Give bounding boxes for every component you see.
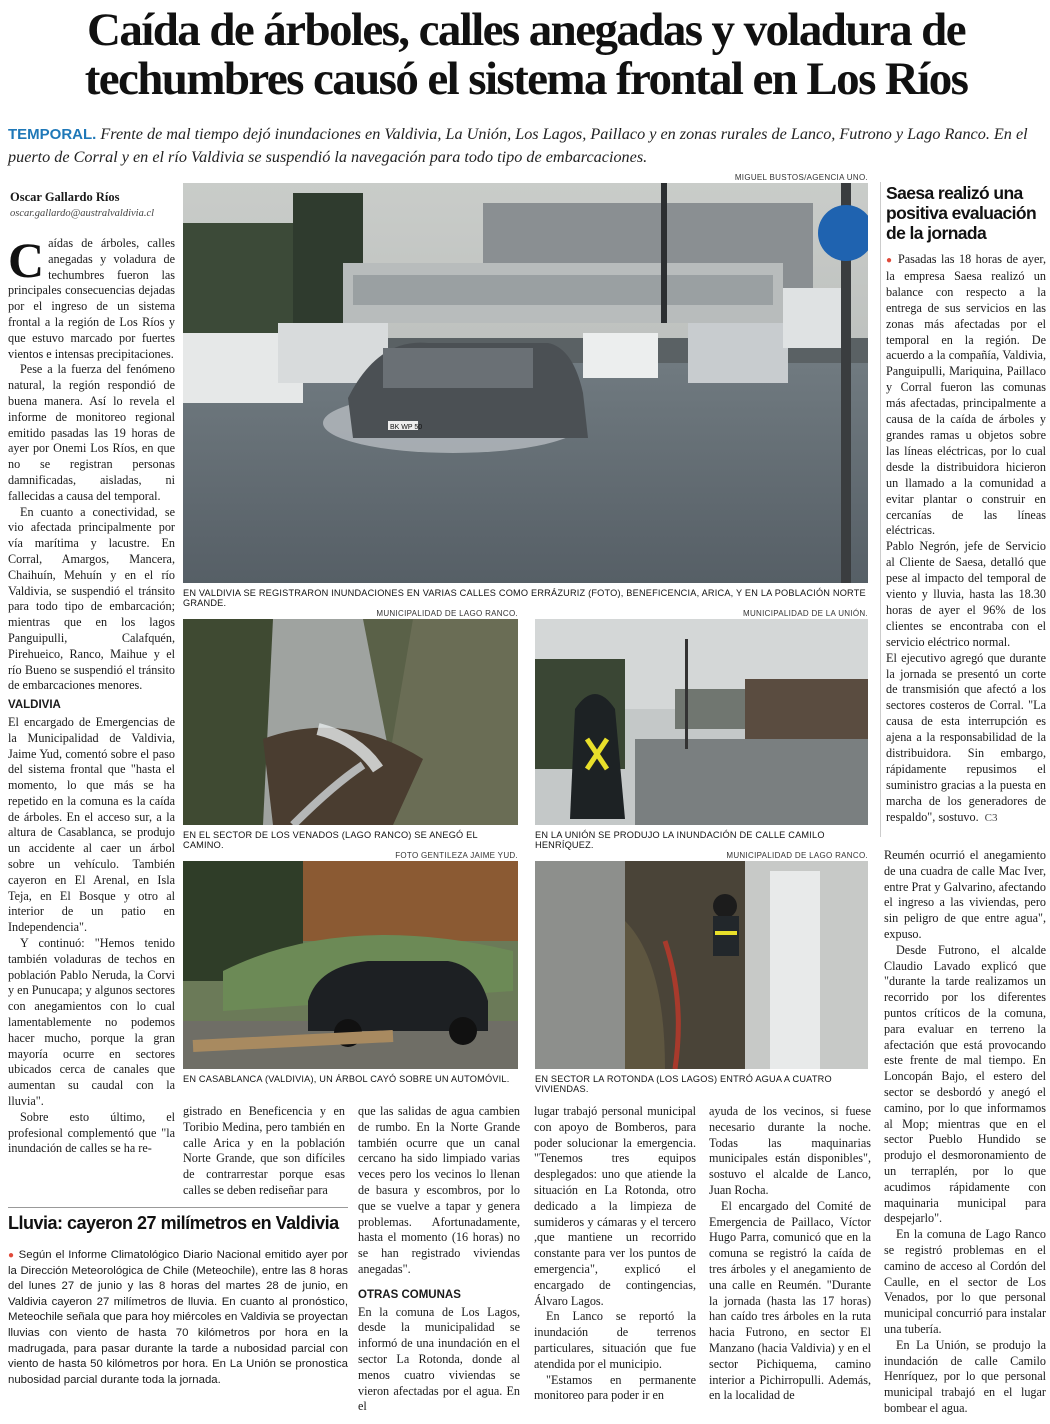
- dropcap: C: [8, 232, 45, 288]
- photo-flooded-street-launion: [535, 619, 868, 825]
- photo-fallen-tree-car: [183, 861, 518, 1069]
- paragraph: Pese a la fuerza del fenómeno natural, la región respondió de buena manera. Así lo revela el informe de monitoreo regional emitido pasadas las 19 horas de ayer por Onemi Los Ríos, en que no se registran personas damnificadas, aisladas, ni fallecidas a causa del temporal.: [8, 362, 175, 503]
- paragraph: Desde Futrono, el alcalde Claudio Lavado explicó que "durante la tarde realizamos un recorrido por los diferentes puntos críticos de la comuna, para evaluar en terreno la afectación que está provocando este frente de mal tiempo. En Loncopán Bajo, el estero del sector se desbordó y anegó el camino, por lo que informamos al Mop; mientras que en el sector Pueblo Hundido se produjo el desmoronamiento de un terraplén, por lo que acudimos rápidamente con maquinaria municipal para despejarlo".: [884, 942, 1046, 1226]
- rain-box-text: Según el Informe Climatológico Diario Nacional emitido ayer por la Dirección Meteorológica de Chile (Meteochile), entre las 8 horas del lunes 27 de junio y las 8 horas del martes 28 de junio, en Valdivia cayeron 27 milímetros de lluvia. En cuanto al pronóstico, Meteochile señala que para hoy miércoles en Valdivia se proyectan lluvias con viento de hasta 70 kilómetros por hora en la madrugada, para pasar durante la tarde a nubosidad parcial con viento de hasta 50 kilómetros por hora. En La Unión se pronostica nubosidad parcial durante toda la jornada.: [8, 1249, 348, 1386]
- paragraph: El encargado de Emergencias de la Municipalidad de Valdivia, Jaime Yud, comentó sobre el paso del sistema frontal que "hasta el momento, lo que más se ha repetido en la comuna es la caída de árboles. En el acceso sur, a la altura de Casablanca, se produjo un accidente al caer un árbol sobre un vehículo. También cayeron en El Arenal, en Isla Teja, en El Bosque y otro al interior de un patio en Independencia".: [8, 714, 175, 935]
- license-plate: BK WP 50: [390, 424, 423, 431]
- column-1: [8, 232, 175, 1157]
- deck-text: Frente de mal tiempo dejó inundaciones en Valdivia, La Unión, Los Lagos, Paillaco y en zonas rurales de Lanco, Futrono y Lago Ranco. En el puerto de Corral y en el río Valdivia se suspendió la navegación para todo tipo de embarcaciones.: [8, 125, 1028, 166]
- bullet-icon: ●: [886, 255, 894, 266]
- paragraph: ayuda de los vecinos, si fuese necesario durante la noche. Todas las maquinarias municipales están disponibles", sostuvo el alcalde de Lanco, Juan Rocha.: [709, 1104, 871, 1197]
- photo-flooded-houses: [535, 861, 868, 1069]
- paragraph: En cuanto a conectividad, se vio afectada principalmente por vía marítima y lacustre. En Corral, Amargos, Mancera, Chaihuín, Mehuín y en el río Valdivia, se suspendió el tránsito para todo tipo de embarcación; mientras que en los lagos Panguipulli, Calafquén, Pirehueico, Ranco, Maihue y el río Bueno se suspendió el tránsito de embarcaciones menores.: [8, 504, 175, 693]
- paragraph: En la comuna de Los Lagos, desde la municipalidad se informó de una inundación en el sector La Rotonda, donde al menos cuatro viviendas se vieron afectadas por el agua. En el: [358, 1304, 520, 1414]
- photo-credit: MUNICIPALIDAD DE LAGO RANCO.: [726, 851, 868, 860]
- paragraph: Y continuó: "Hemos tenido también voladuras de techos en población Pablo Neruda, la Corvi y en Punucapa; y algunos sectores con anegamientos con lo cual lamentablemente no podemos hacer mucho, porque la gran mayoría ocurre en sectores ubicados cerca de canales que aumentan su caudal con la lluvia".: [8, 936, 175, 1109]
- deck-kicker: TEMPORAL.: [8, 126, 97, 143]
- author-email[interactable]: oscar.gallardo@australvaldivia.cl: [10, 208, 155, 219]
- paragraph: En Lanco se reportó la inundación de terrenos particulares, situación que fue atendida por el municipio.: [534, 1309, 696, 1371]
- column-4: [534, 1104, 696, 1404]
- photo-credit: MIGUEL BUSTOS/AGENCIA UNO.: [734, 173, 868, 182]
- photo-credit: FOTO GENTILEZA JAIME YUD.: [395, 851, 518, 860]
- paragraph: lugar trabajó personal municipal con apoyo de Bomberos, para poder solucionar la emergencia. "Tenemos tres equipos desplegados: uno que atiende la situación en La Rotonda, otro dedicado a la limpieza de sumideros y cámaras y el tercero ,que mantiene un recorrido constante para ver los puntos de emergencia", explicó el encargado de contingencias, Álvaro Lagos.: [534, 1104, 696, 1308]
- box-divider: [8, 1207, 348, 1208]
- photo-caption: EN CASABLANCA (VALDIVIA), UN ÁRBOL CAYÓ SOBRE UN AUTOMÓVIL.: [183, 1074, 510, 1084]
- author-name: Oscar Gallardo Ríos: [10, 190, 120, 204]
- photo-flooded-road: [183, 619, 518, 825]
- paragraph: Sobre esto último, el profesional complementó que "la inundación de calles se ha re-: [8, 1109, 175, 1156]
- column-5: [709, 1104, 871, 1404]
- byline: [10, 190, 175, 219]
- sidebar-title: Saesa realizó una positiva evaluación de la jornada: [886, 183, 1037, 243]
- photo-caption: EN EL SECTOR DE LOS VENADOS (LAGO RANCO) SE ANEGÓ EL CAMINO.: [183, 830, 478, 850]
- deck: [8, 123, 1044, 168]
- end-mark-icon: C3: [984, 811, 998, 824]
- subhead-valdivia: VALDIVIA: [8, 699, 61, 712]
- paragraph: En La Unión, se produjo la inundación de calle Camilo Henríquez, por lo que personal municipal trabajó en el lugar bombear el agua.: [884, 1337, 1046, 1415]
- paragraph: El encargado del Comité de Emergencia de Paillaco, Víctor Hugo Parra, comunicó que en la comuna se registró la caída de tres árboles y el anegamiento de una calle en Reumén. "Durante la jornada (hasta las 17 horas) han caído tres árboles en la ruta hacia Futrono, en sector El Manzano (hacia Valdivia) y en el sector Pichiquema, camino interior a Pichirropulli. Además, en la localidad de: [709, 1198, 871, 1403]
- bullet-icon: ●: [8, 1250, 15, 1261]
- paragraph: Pablo Negrón, jefe de Servicio al Cliente de Saesa, detalló que pese al impacto del temporal de viento y lluvia, hasta las 18.30 horas de ayer el 96% de los clientes se encontraba con el servicio eléctrico normal.: [886, 539, 1046, 649]
- photo-caption: EN LA UNIÓN SE PRODUJO LA INUNDACIÓN DE CALLE CAMILO HENRÍQUEZ.: [535, 830, 825, 850]
- paragraph: gistrado en Beneficencia y en Toribio Medina, pero también en calle Arica y en la población Norte Grande, que son difíciles de contrarrestar porque esas calles se deben rediseñar para: [183, 1104, 345, 1197]
- photo-flooded-street: [183, 183, 868, 583]
- paragraph: "Estamos en permanente monitoreo para poder ir en: [534, 1372, 696, 1403]
- sidebar-body: [886, 252, 1046, 827]
- subhead-otras-comunas: OTRAS COMUNAS: [358, 1288, 461, 1301]
- paragraph: El ejecutivo agregó que durante la jornada se presentó un corte de transmisión que afectó a los sectores costeros de Corral. "La causa de esta interrupción es ajena a la responsabilidad de la distribuidora. Sin embargo, rápidamente repusimos el suministro gracias a la puesta en marcha de los generadores de respaldo", sostuvo. C3: [886, 650, 1046, 824]
- photo-caption: EN SECTOR LA ROTONDA (LOS LAGOS) ENTRÓ AGUA A CUATRO VIVIENDAS.: [535, 1074, 832, 1094]
- photo-credit: MUNICIPALIDAD DE LA UNIÓN.: [742, 609, 868, 618]
- paragraph: Reumén ocurrió el anegamiento de una cuadra de calle Mac Iver, entre Prat y Galvarino, afectando el ingreso a las viviendas, pero sin peligro de que entre agua", expuso.: [884, 848, 1046, 941]
- rain-box-body: [8, 1248, 348, 1388]
- headline: Caída de árboles, calles anegadas y voladura de techumbres causó el sistema frontal en Los Ríos: [84, 4, 968, 105]
- paragraph: Caídas de árboles, calles anegadas y voladura de techumbres fueron las principales consecuencias dejadas por el ingreso de un sistema frontal a la región de Los Ríos y que estuvo marcado por fuertes vientos e intensas precipitaciones.: [8, 232, 175, 361]
- paragraph: En la comuna de Lago Ranco se registró problemas en el camino de acceso al Cordón del Caulle, en el sector de Los Venados, por lo que personal municipal concurrió para instalar una tubería.: [884, 1227, 1046, 1336]
- photo-credit: MUNICIPALIDAD DE LAGO RANCO.: [376, 609, 518, 618]
- paragraph: ● Pasadas las 18 horas de ayer, la empresa Saesa realizó un balance con respecto a la entrega de sus servicios en las zonas más afectadas por el temporal en la región. De acuerdo a la compañía, Valdivia, Panguipulli, Mariquina, Paillaco y Corral fueron las comunas más afectadas, principalmente a causa de la caída de árboles y grandes ramas u objetos sobre las líneas eléctricas, por lo cual desde la distribuidora hicieron un llamado a la comunidad a evitar plantar o construir en cercanías de las líneas eléctricas.: [886, 252, 1047, 538]
- sidebar-divider: [880, 182, 881, 837]
- photo-caption: EN VALDIVIA SE REGISTRARON INUNDACIONES EN VARIAS CALLES COMO ERRÁZURIZ (FOTO), BENEFICENCIA, ARICA, Y EN LA POBLACIÓN NORTE GRANDE.: [183, 588, 866, 608]
- column-6: [884, 848, 1046, 1417]
- column-2: [183, 1104, 345, 1199]
- rain-box-title: Lluvia: cayeron 27 milímetros en Valdivia: [8, 1213, 339, 1233]
- column-3: [358, 1104, 520, 1415]
- paragraph: que las salidas de agua cambien de rumbo. En la Norte Grande también ocurre que un canal cercano ha sido limpiado varias veces pero los vecinos lo llenan de basura y escombros, por lo que se vuelve a tapar y genera problemas. Afortunadamente, hasta el momento (16 horas) no se han registrado viviendas anegadas".: [358, 1104, 520, 1276]
